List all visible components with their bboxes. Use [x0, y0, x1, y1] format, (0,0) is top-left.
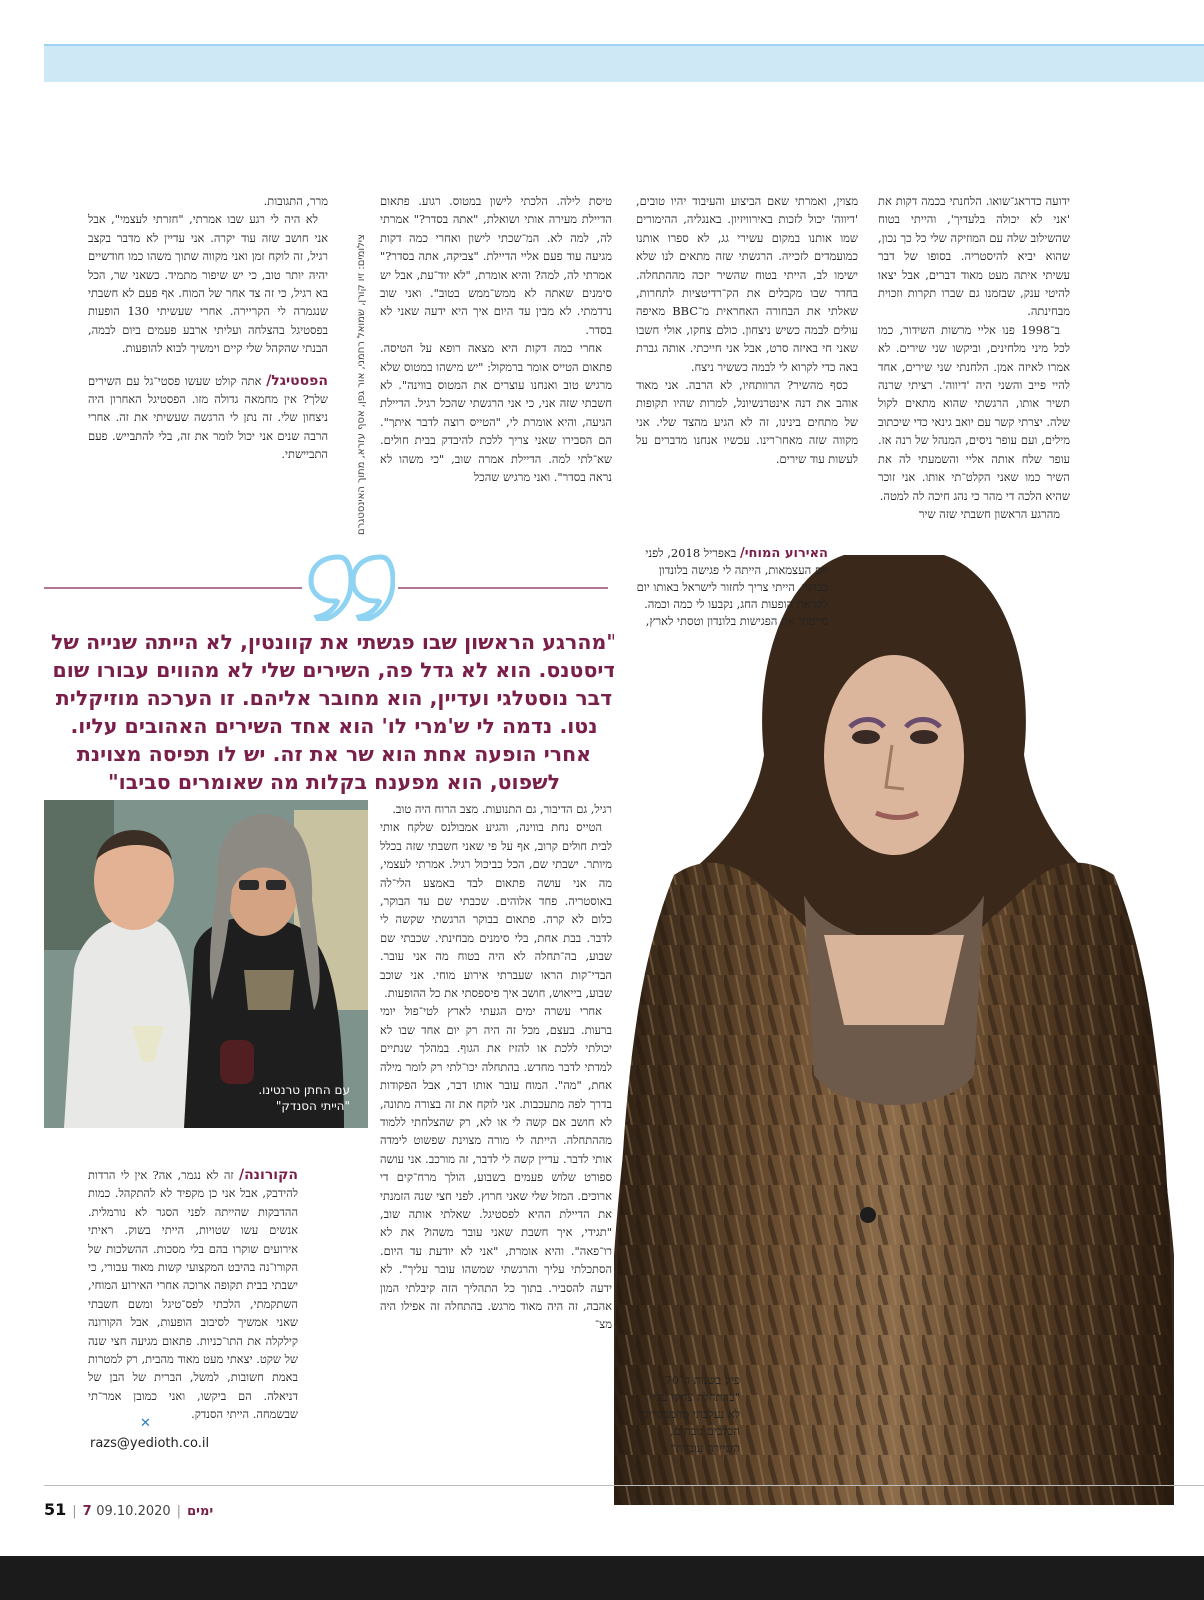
- article-paragraph: כסף מהשיר? הרוותחיו, לא הרבה. אני מאוד אוהב את דנה אינטרנשיונל, למרות שהיו תקופות של מתחים בינינו, זה לא הגיע מהצד שלי. אני מקווה שזה מאחו־רינו. עכשיו אנחנו מדברים על לעשות עוד שירים.: [636, 378, 858, 466]
- magazine-name: 7 ימים: [82, 1504, 214, 1519]
- author-email: razs@yedioth.co.il: [90, 1436, 210, 1451]
- bottom-bar: [0, 1556, 1204, 1600]
- article-paragraph: ב־1998 פנו אליי מרשות השידור, כמו לכל מיני מלחינים, וביקשו שני שירים. לא אמרו לאיזה אמן. הלחנתי שני שירים, אחד להיי פייב והשני היה 'דיווה'. רציתי שרנה תשיר אותו, הרגשתי שהוא מתאים לקול שלה. יצרתי קשר עם יואב גינאי כדי שיכתוב מילים, ועם עופר ניסים, המנהל של רנה אז. עופר שלח אותה אליי והשמעתי לה את השיר כמו שאני הקלט־תי אותו. אני זוכר שהיא הלכה די מהר כי נהג חיכה לה למטה.: [878, 322, 1070, 503]
- event-caption-label: האירוע המוחי/: [739, 546, 828, 561]
- issue-date: 09.10.2020: [96, 1504, 171, 1519]
- event-caption: [636, 545, 828, 630]
- photo-credit: צילומים: זיו קורן, שמואל רחמני, אור גפן, אסף עזרא, מתוך האינסטגרם: [356, 234, 367, 535]
- paragraph-text: אתה קולט שעשו פסטי־גל עם השירים שלך? אין מחמאה גדולה מזו. הפסטיגל האחרון היה ניצחון שלי. זה נתן לי הרגשה שעשיתי את זה. אחרי הרבה שנים אני יכול לומר את זה, בלי להתבייש. פעם התביישתי.: [88, 373, 328, 462]
- article-paragraph: מהרגע הראשון חשבתי שזה שיר: [918, 506, 1060, 521]
- portrait-photo: [614, 555, 1174, 1505]
- article-paragraph: אחרי כמה דקות היא מצאה רופא על הטיסה. פתאום הטייס אומר ברמקול: "יש מישהו במטוס שלא מרגיש טוב ואנחנו עוצרים את המטוס בווינה". לא חשבתי שזה אני, כי אני הרגשתי שהכל רגיל. הדיילת הגיעה, והיא אומרת לי, "הטייס רוצה לדבר איתך". הם הסבירו שאני צריך ללכת להיבדק בבית חולים. שא־לתי למה. הדיילת אמרה שוב, "כי משהו לא נראה בסדר". ואני מרגיש שהכל: [380, 341, 612, 485]
- tarantino-caption-line-1: עם החתן טרנטינו.: [258, 1083, 350, 1097]
- section-subhead: הקורונה/: [238, 1167, 298, 1183]
- article-paragraph: מרר, התגובות.: [263, 194, 328, 208]
- section-subhead: הפסטיגל/: [266, 372, 328, 389]
- paragraph-text: זה לא נגמר, אה? אין לי הרדות להידבק, אבל אני כן מקפיד לא להתקהל. כמות ההדבקות שהייתה לפני הסגר לא נורמלית. אנשים עשו שטויות, הייתי בשוק. ראיתי אירועים שוקרו בהם בלי מסכות. ההשלכות של הקורו־נה בהיבט המקצועי קשות מאוד עבורי, כי ישבתי בבית תקופה ארוכה אחרי האירוע המוחי, השתקמתי, הלכתי לפס־טיגל ומשם חשבתי שאני אמשיך לסיבוב הופעות, אבל הקורונה קילקלה את התו־כניות. פתאום מגיעה חצי שנה של שקט. יצאתי מעט מאוד מהבית, רק למטרות באמת חשובות, למשל, הברית של הבן של דניאלה. הם ביקשו, ואני כמובן אמר־תי שבשמחה. הייתי הסנדק.: [88, 1168, 298, 1422]
- tarantino-caption-line-2: "הייתי הסנדק": [275, 1099, 350, 1113]
- article-column-5: [380, 800, 612, 1465]
- article-paragraph: רגיל, גם הדיבור, גם התנועות. מצב הרוח היה טוב.: [392, 802, 612, 816]
- article-column-2: [636, 192, 858, 537]
- portrait-caption: פיק בשנות ה־70. "בהתחלה צחקו עליי. לא נעלבתי מהמבקרים. הכלבים נובחים, השיירה עוברת": [637, 1373, 740, 1455]
- page-number: 51: [44, 1500, 67, 1519]
- article-column-1: [878, 192, 1070, 537]
- quote-rule-left: [44, 587, 302, 589]
- article-paragraph: טיסת לילה. הלכתי לישון במטוס. רגוע. פתאום הדיילת מעירה אותי ושואלת, "אתה בסדר?" אמרתי לה, למה לא. המ־שכתי לישון ואחרי כמה דקות מגיעה עוד פעם אליי הדיילת. "צביקה, אתה בסדר?" אמרתי לה, למה? והיא אומרת, "לא יוד־עת, אבל יש סימנים שאתה לא ממש־ממש בטוב". ואני שוב נרדמתי. לא מבין עד היום איך היא ידעה שאני לא בסדר.: [380, 194, 612, 337]
- end-mark-icon: ✕: [140, 1416, 151, 1431]
- tarantino-photo: [44, 800, 368, 1128]
- article-column-3: [380, 192, 612, 537]
- pull-quote: "מהרגע הראשון שבו פגשתי את קוונטין, לא הייתה שנייה של דיסטנס. הוא לא גדל פה, השירים שלי לא מהווים עבורו שום דבר נוסטלגי ועדיין, הוא מחובר אליהם. זו הערכה מוזיקלית נטו. נדמה לי ש'מרי לו' הוא אחד השירים האהובים עליו. אחרי הופעה אחת הוא שר את זה. יש לו תפיסה מצוינת לשפוט, הוא מפענח בקלות מה שאומרים סביבו": [51, 630, 617, 794]
- article-paragraph: מצוין, ואמרתי שאם הביצוע והעיבוד יהיו טובים, 'דיווה' יכול לזכות באירוויזיון. באנגליה, ההימורים שמו אותנו במקום עשירי גג, לא ספרו אותנו כמועמדים לזכייה. הרגשתי שזה מתאים לנו שלא ישימו לב, הייתי בטוח שהשיר יזכה מההתחלה. בחדר שבו מקבלים את הק־רדיטציות לתחרות, שאלתי את הבחורה האחראית מ־BBC מאיפה עולים לבמה כשיש ניצחון. כולם צחקו, אולי חשבו שאני חי באיזה סרט, אבל אני חייכתי. אותה גברת באה כדי לקרוא לי לבמה כששיר ניצח.: [636, 194, 858, 374]
- quote-mark-icon: [305, 549, 395, 621]
- quote-rule-right: [398, 587, 608, 589]
- tarantino-photo-caption: [258, 1082, 350, 1114]
- article-column-4: [88, 192, 328, 537]
- article-paragraph: ידועה כדראג־שואו. הלחנתי בכמה דקות את 'אני לא יכולה בלעדיך', והייתי בטוח שהשילוב שלה עם המוזיקה שלי כל כך נכון, שהוא יביא להיסטריה. בסופו של דבר עשיתי איתה מעט מאוד דברים, אבל יצאו להיטי ענק, שבזמנו גם שברו תקרות וזכוית מבחינתה.: [878, 194, 1070, 319]
- article-paragraph: אחרי עשרה ימים הגעתי לארץ לטי־פול יומי ברעות. בעצם, מכל זה היה רק יום אחד שבו לא יכולתי ללכת או להזיז את הגוף. במהלך שנתיים למדתי לדבר מחדש. בהתחלה יכו־לתי רק לומר מילה אחת, "מה". המוח עובר אותו דבר, אבל הפקודות בדרך לפה מתעכבות. אני לוקח את זה בצורה מתונה, לא חושב אם קשה לי או לא, רק שהצלחתי ללמוד מההתחלה. הייתה לי מורה מצוינת שפשוט לימדה אותי לדבר. עדיין קשה לי לדבר, זה מורכב. אני עושה ספורט שלוש פעמים בשבוע, הולך מרח־קים די ארוכים. המזל שלי שאני חרוץ. לפני חצי שנה הזמנתי את הדיילת ההיא לפסטיגל. שאלתי אותה שוב, "תגידי, איך חשבת שאני עובר משהו? את לא רו־פאה". והיא אומרת, "אני לא יודעת עד היום. הסתכלתי עליך והרגשתי שמשהו עובר עליך". לא ידעה להסביר. בתוך כל התהליך הזה קיבלתי המון אהבה, זה היה מאוד מרגש. בהתחלה זה אפילו היה מצ־: [380, 1004, 612, 1332]
- article-paragraph: לא היה לי רגע שבו אמרתי, "חזרתי לעצמי", אבל אני חושב שזה עוד יקרה. אני עדיין לא מדבר בקצב רגיל, זה לוקח זמן ואני מקווה שתוך משהו כמו חודשיים יהיה יותר טוב, כי יש שיפור מתמיד. כשאני שר, הכל בא רגיל, כי זה צד אחר של המוח. אף פעם לא חשבתי שנגמרה לי הקריירה. אחרי שעשיתי 130 הופעות בפסטיגל בהצלחה ועליתי ארבע פעמים ביום לבמה, הבנתי שהקהל שלי קיים וימשיך לבוא להופעות.: [88, 212, 328, 356]
- footer-separator: |: [72, 1504, 77, 1519]
- footer: [44, 1500, 213, 1519]
- article-paragraph: הטייס נחת בווינה, והגיע אמבולנס שלקח אותי לבית חולים קרוב, אף על פי שאני חשבתי שזה בכלל מיותר. ישבתי שם, הכל כביכול רגיל. אמרתי לעצמי, מה אני עושה פתאום לבד באמצע הלי־לה באוסטריה. פחד אלוהים. שכבתי שם עד הבוקר, כלום לא קרה. פתאום בבוקר הרגשתי שקשה לי לדבר. בבת אחת, בלי סימנים מבחינתי. שכבתי שם שבוע, בה־תחלה לא היה בטוח מה אני עובר. הבדי־קות הראו שעברתי אירוע מוחי. אני שוכב שבוע, בייאוש, חושב איך פיספסתי את כל ההופעות.: [380, 820, 612, 1001]
- article-column-6: [88, 1152, 298, 1434]
- header-banner: [44, 44, 1204, 82]
- tarantino-photo-image: [44, 800, 368, 1128]
- event-caption-text: באפריל 2018, לפני יום העצמאות, הייתה לי פגישה בלונדון בבוקר. הייתי צריך לחזור לישראל באותו יום לקראת הופעות החג, נקבעו לי כמה וכמה. סיימתי את הפגישות בלונדון וטסתי לארץ,: [636, 546, 828, 628]
- footer-rule: [44, 1485, 1204, 1486]
- footer-separator: |: [176, 1504, 182, 1519]
- article-paragraph: [88, 1166, 298, 1424]
- article-paragraph: [88, 372, 328, 464]
